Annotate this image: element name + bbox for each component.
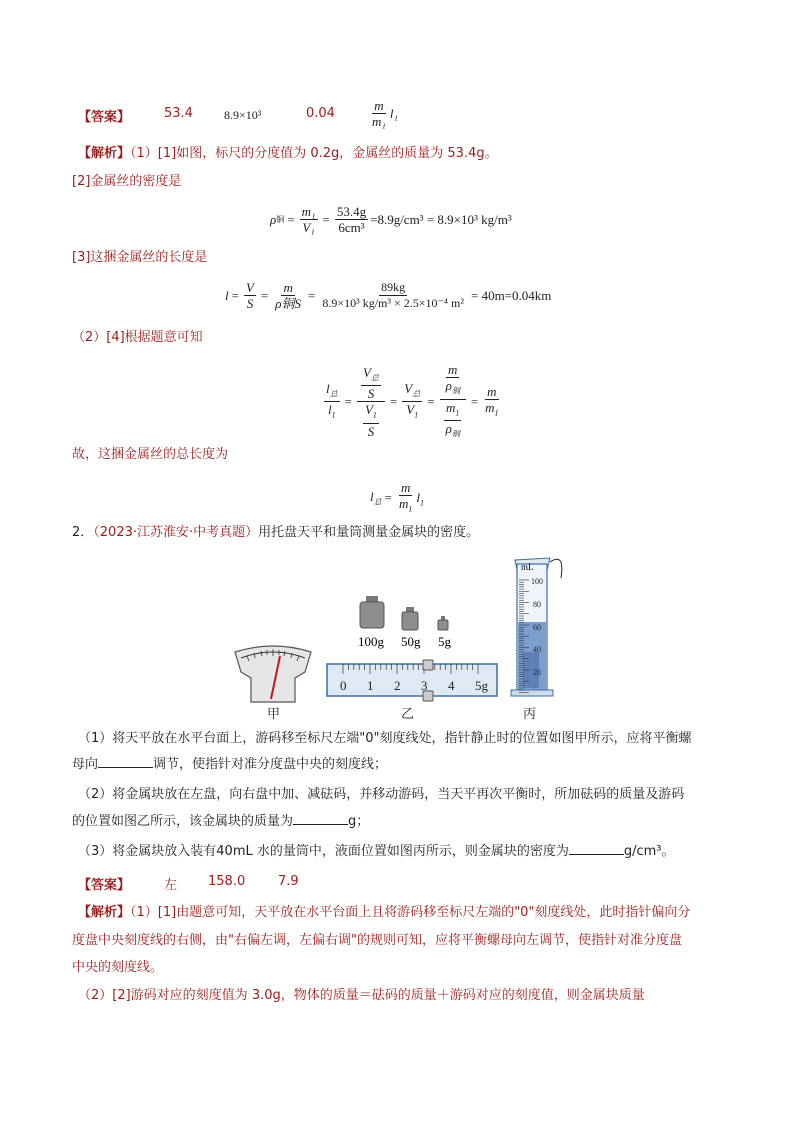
question-stem: 用托盘天平和量筒测量金属块的密度。 (258, 525, 480, 540)
weight-label-100g: 100g (358, 634, 384, 649)
cylinder-mark-100: 100 (531, 577, 543, 586)
ruler-label-5g: 5g (475, 678, 488, 693)
answer-2-value-1: 左 (164, 878, 178, 893)
question-source: （2023·江苏淮安·中考真题） (93, 525, 259, 540)
answer-label: 【答案】 (78, 878, 131, 893)
ratio-equation: $\frac{l_总}{l_1}$ = $\frac{\frac{V_总}{S}}{\frac{V_1}{S}}$ = $\frac{V_总}{V_1}$ = $\frac{\frac{m}{\rho_铜}}{\frac{m_1}{\rho_铜}}$ = $\frac{m}{m_1}$ (326, 362, 499, 439)
answer-value-4: $\frac{m}{\text{m₁}}$ l₁ (372, 98, 399, 129)
cylinder-mark-20: 20 (533, 668, 541, 677)
question-2-stem (72, 520, 572, 546)
cylinder-mark-40: 40 (533, 645, 541, 654)
answer-2-value-3: 7.9 (278, 874, 299, 889)
analysis-1-line-2: [2]金属丝的密度是 (72, 174, 182, 189)
answer-value-3: 0.04 (306, 106, 335, 121)
balance-ruler (327, 660, 497, 701)
analysis-2-line-1: 【解析】（1）[1]由题意可知，天平放在水平台面上且将游码移至标尺左端的"0"刻度线处，此时指针偏向分 (78, 905, 691, 920)
analysis-label: 【解析】 (78, 146, 131, 161)
total-length-equation: $l_总$ = $\frac{m}{m_1}$ $l_1$ (370, 480, 424, 514)
graduated-cylinder (511, 558, 562, 696)
analysis-2-line-2: 度盘中央刻度线的右侧，由"右偏左调，左偏右调"的规则可知，应将平衡螺母向左调节，使指针对准分度盘 (72, 933, 682, 948)
analysis-text: （1）[1]如图，标尺的分度值为 0.2g，金属丝的质量为 53.4g。 (130, 146, 498, 161)
caption-bing: 丙 (523, 707, 537, 722)
ruler-label-2: 2 (394, 678, 401, 693)
q2-part2-line2: 的位置如图乙所示，该金属块的质量为 g； (72, 814, 370, 829)
analysis-1-line-5: 故，这捆金属丝的总长度为 (72, 447, 229, 462)
weight-50g (402, 607, 418, 630)
ruler-label-4: 4 (448, 678, 455, 693)
q2-part1-line2: 母向 调节，使指针对准分度盘中央的刻度线； (72, 757, 388, 772)
answer-blank-1[interactable] (98, 755, 153, 768)
balance-dial (235, 646, 311, 702)
cylinder-unit: mL (521, 562, 534, 572)
answer-1-row (78, 100, 478, 130)
question-number: 2． (72, 525, 94, 540)
weight-100g (360, 596, 384, 628)
ruler-label-3: 3 (421, 678, 428, 693)
analysis-1-line-3: [3]这捆金属丝的长度是 (72, 250, 208, 265)
question-2-figure (225, 552, 565, 722)
caption-yi: 乙 (401, 707, 415, 722)
weight-label-50g: 50g (401, 634, 421, 649)
length-equation: l = $\frac{V}{S}$ = $\frac{m}{\text{ρ铜S}}$ = $\frac{89kg}{\text{8.9×10³ kg/m³ × 2.5×10⁻⁴ m²}}$ = 40m=0.04km (225, 280, 552, 311)
weight-label-5g: 5g (438, 634, 451, 649)
answer-label: 【答案】 (78, 110, 131, 125)
answer-blank-3[interactable] (569, 842, 624, 855)
ruler-label-1: 1 (367, 678, 374, 693)
q2-part2-line1: （2）将金属块放在左盘，向右盘中加、减砝码，并移动游码，当天平再次平衡时，所加砝码的质量及游码 (78, 787, 685, 802)
analysis-2-line-3: 中央的刻度线。 (72, 960, 164, 975)
analysis-1-line-1 (78, 141, 738, 167)
cylinder-mark-60: 60 (533, 623, 541, 632)
answer-blank-2[interactable] (293, 812, 348, 825)
caption-jia: 甲 (267, 707, 281, 722)
cylinder-mark-80: 80 (533, 600, 541, 609)
ruler-label-0: 0 (340, 678, 347, 693)
q2-part1-line1: （1）将天平放在水平台面上，游码移至标尺左端"0"刻度线处，指针静止时的位置如图甲所示，应将平衡螺 (78, 731, 692, 746)
answer-2-row (78, 870, 478, 896)
weight-5g (438, 616, 448, 630)
density-equation: ρ 铜 = $\frac{\text{m₁}}{\text{V₁}}$ = $\frac{53.4g}{\text{6cm³}}$ =8.9g/cm³ = 8.9×10³ kg/m³ (270, 204, 512, 235)
q2-part3: （3）将金属块放入装有40mL 水的量筒中，液面位置如图丙所示，则金属块的密度为 g/cm³。 (78, 844, 675, 859)
answer-2-value-2: 158.0 (208, 874, 246, 889)
analysis-1-line-4: （2）[4]根据题意可知 (72, 330, 203, 345)
analysis-2-line-4: （2）[2]游码对应的刻度值为 3.0g，物体的质量＝砝码的质量＋游码对应的刻度值，则金属块质量 (78, 988, 645, 1003)
answer-value-1: 53.4 (164, 106, 193, 121)
answer-value-2: 8.9×10³ (224, 108, 262, 122)
